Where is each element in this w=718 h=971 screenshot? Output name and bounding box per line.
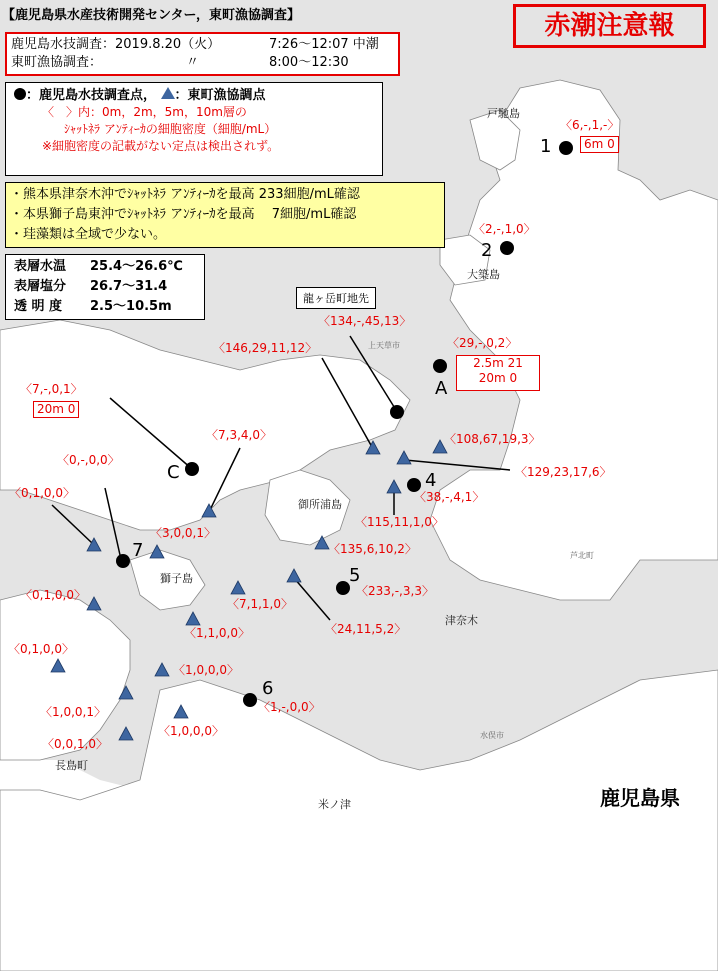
- page-title: 【鹿児島県水産技術開発センター，東町漁協調査】: [2, 8, 300, 23]
- station-label-1: 〈6,-,1,-〉: [560, 118, 620, 132]
- triangle-label: 〈7,1,1,0〉: [227, 597, 293, 611]
- triangle-label: 〈1,0,0,0〉: [158, 724, 224, 738]
- summary-note: ・熊本県津奈木沖でｼｬｯﾄﾈﾗ アﾝﾃｨｰｶを最高 233細胞/mL確認: [10, 187, 360, 202]
- place-ashikita: 芦北町: [570, 551, 594, 560]
- legend-box: [5, 82, 383, 176]
- water-conditions-box: [5, 254, 205, 320]
- survey-date-box: [5, 32, 400, 76]
- station-label-A: 〈29,-,0,2〉: [447, 336, 518, 350]
- summary-notes-box: [5, 182, 445, 248]
- place-shishijima: 獅子島: [160, 572, 193, 585]
- place-goshonoura: 御所浦島: [298, 498, 342, 511]
- summary-note: ・珪藻類は全域で少ない。: [10, 227, 167, 242]
- survey-time-1: 7:26～12:07 中潮: [269, 37, 379, 52]
- station-label-6: 〈1,-,0,0〉: [258, 700, 321, 714]
- legend-depth-note: 〈 〉内：0m，2m，5m，10m層の: [42, 105, 247, 119]
- triangle-label: 〈0,0,1,0〉: [42, 737, 108, 751]
- legend-triangle-icon: [161, 87, 175, 99]
- station-sub-C: 20m 0: [33, 401, 79, 418]
- survey-date-1: 2019.8.20（火）: [115, 37, 221, 52]
- temp-value: 25.4～26.6℃: [90, 259, 183, 274]
- legend-dot-icon: [14, 88, 26, 100]
- place-nagashima: 長島町: [55, 759, 88, 772]
- transparency-value: 2.5～10.5m: [90, 299, 172, 314]
- station-sub-A-line2: 20m 0: [478, 371, 518, 385]
- triangle-label: 〈129,23,17,6〉: [515, 465, 612, 479]
- red-tide-alert-badge: 赤潮注意報: [513, 4, 706, 48]
- survey-org-1: 鹿児島水技調査：: [11, 37, 116, 52]
- triangle-label: 〈0,-,0,0〉: [57, 453, 120, 467]
- station-dot-2: [500, 241, 514, 255]
- station-sub-A: [456, 355, 540, 391]
- station-label-C: 〈7,-,0,1〉: [20, 382, 83, 396]
- station-num-5: 5: [349, 565, 361, 586]
- legend-density-note: ｼｬｯﾄﾈﾗ アﾝﾃｨｰｶの細胞密度（細胞/mL）: [64, 122, 277, 136]
- triangle-label: 〈24,11,5,2〉: [325, 622, 407, 636]
- temp-label: 表層水温: [14, 259, 67, 274]
- triangle-label: 〈0,1,0,0〉: [9, 486, 75, 500]
- place-minamata: 水俣市: [480, 731, 504, 740]
- triangle-label: 〈1,1,0,0〉: [184, 626, 250, 640]
- station-dot-7: [116, 554, 130, 568]
- prefecture-label: 鹿児島県: [600, 786, 680, 810]
- tatsugatake-label: 龍ヶ岳町地先: [296, 287, 376, 309]
- station-num-4: 4: [425, 470, 437, 491]
- survey-date-2: 〃: [186, 55, 200, 70]
- place-kami-amakusa: 上天草市: [368, 341, 400, 350]
- triangle-label: 〈135,6,10,2〉: [328, 542, 417, 556]
- summary-note: ・本県獅子島東沖でｼｬｯﾄﾈﾗ アﾝﾃｨｰｶを最高 7細胞/mL確認: [10, 207, 357, 222]
- triangle-label: 〈1,0,0,0〉: [173, 663, 239, 677]
- station-dot-C: [185, 462, 199, 476]
- survey-org-2: 東町漁協調査：: [11, 55, 103, 70]
- place-tsunagi: 津奈木: [445, 614, 478, 627]
- salinity-label: 表層塩分: [14, 279, 67, 294]
- survey-time-2: 8:00～12:30: [269, 55, 349, 70]
- place-hebishima: 戸馳島: [487, 107, 520, 120]
- legend-undetected-note: ※細胞密度の記載がない定点は検出されず。: [42, 139, 280, 153]
- station-label-4: 〈38,-,4,1〉: [414, 490, 485, 504]
- station-num-A: A: [435, 378, 448, 399]
- station-dot-A: [433, 359, 447, 373]
- station-num-6: 6: [262, 678, 274, 699]
- station-num-1: 1: [540, 136, 552, 157]
- triangle-label: 〈134,-,45,13〉: [318, 314, 412, 328]
- triangle-label: 〈7,3,4,0〉: [206, 428, 272, 442]
- place-oyano: 大築島: [467, 268, 500, 281]
- triangle-label: 〈146,29,11,12〉: [213, 341, 318, 355]
- triangle-label: 〈115,11,1,0〉: [355, 515, 444, 529]
- station-label-2: 〈2,-,1,0〉: [473, 222, 536, 236]
- station-num-2: 2: [481, 240, 493, 261]
- triangle-label: 〈0,1,0,0〉: [20, 588, 86, 602]
- station-dot-1: [559, 141, 573, 155]
- station-sub-1: 6m 0: [580, 136, 619, 153]
- station-num-C: C: [167, 462, 180, 483]
- station-dot-5: [336, 581, 350, 595]
- legend-triangle-label: ：東町漁協調点: [174, 88, 266, 103]
- salinity-value: 26.7～31.4: [90, 279, 168, 294]
- station-label-5: 〈233,-,3,3〉: [356, 584, 434, 598]
- triangle-label: 〈0,1,0,0〉: [8, 642, 74, 656]
- place-komenotsu: 米ノ津: [318, 798, 351, 811]
- triangle-label: 〈3,0,0,1〉: [150, 526, 216, 540]
- triangle-label: 〈108,67,19,3〉: [444, 432, 541, 446]
- station-num-7: 7: [132, 540, 144, 561]
- station-dot-6: [243, 693, 257, 707]
- triangle-label: 〈1,0,0,1〉: [40, 705, 106, 719]
- station-sub-A-line1: 2.5m 21: [473, 356, 523, 370]
- station-dot-tatsu: [390, 405, 404, 419]
- legend-dot-label: ：鹿児島水技調査点，: [26, 88, 157, 103]
- transparency-label: 透 明 度: [14, 299, 63, 314]
